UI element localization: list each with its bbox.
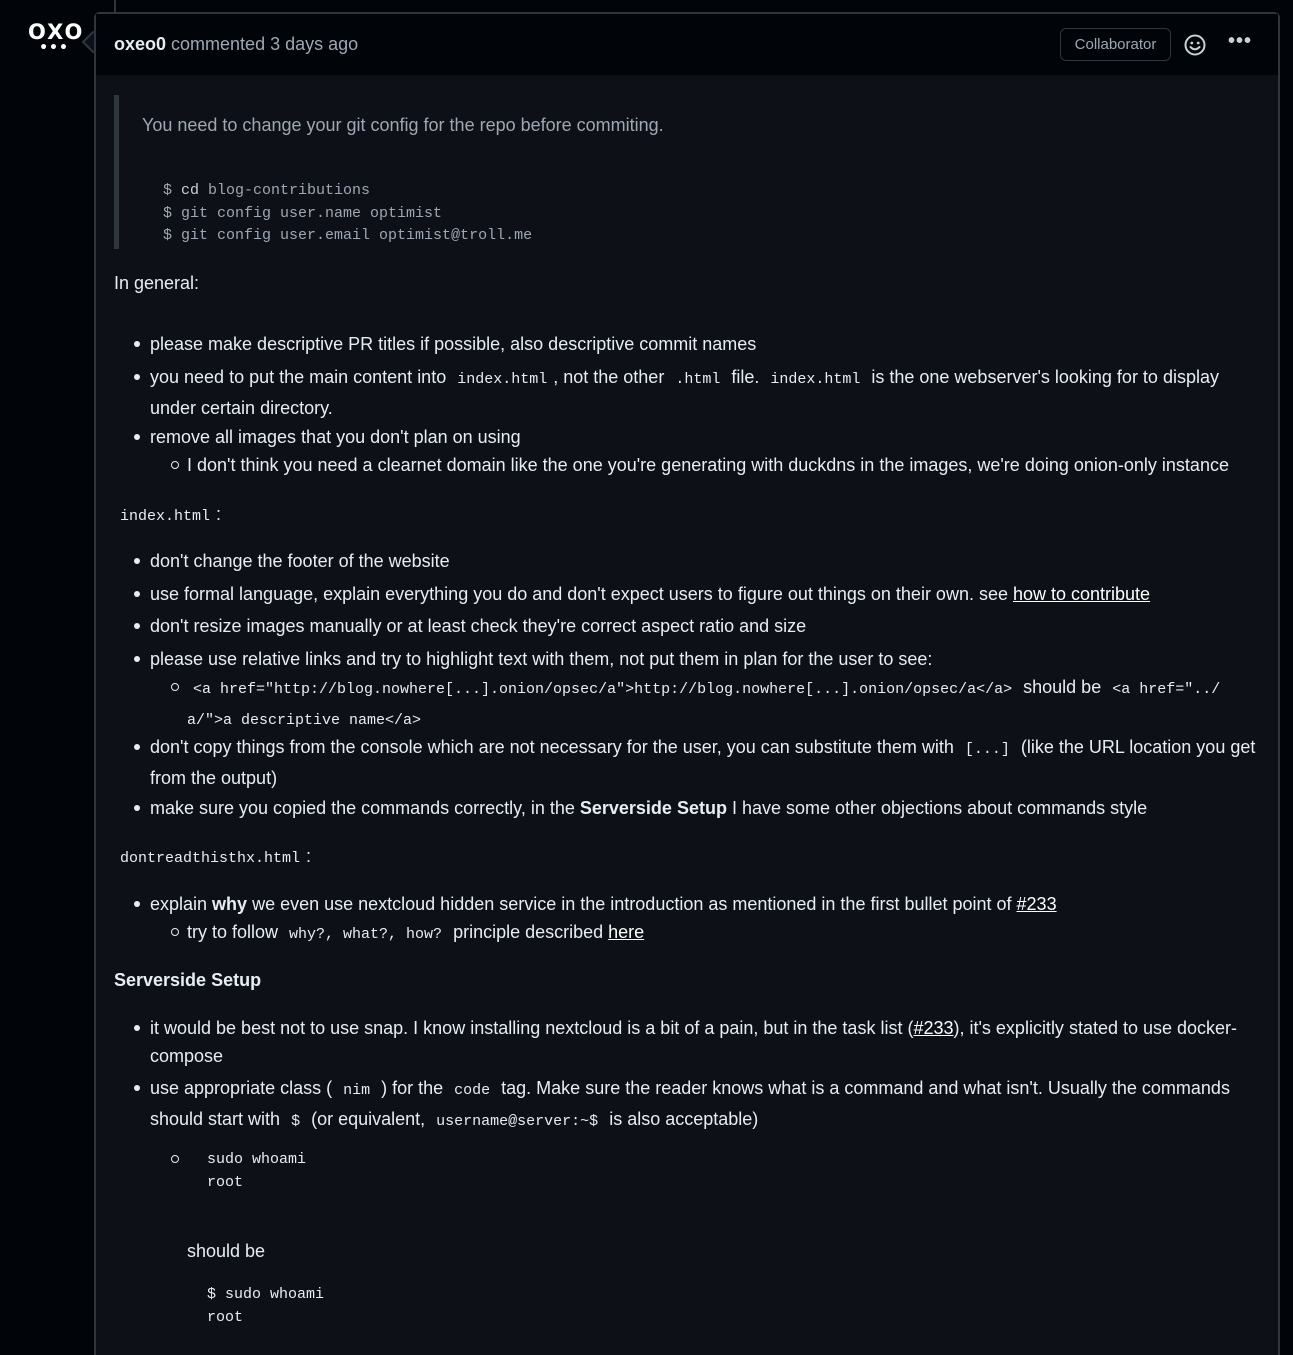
serverside-heading: Serverside Setup (114, 970, 262, 990)
bullet (134, 1025, 140, 1031)
list-item: make sure you copied the commands correctly, in the Serverside Setup I have some other objections about commands style (150, 798, 1148, 818)
list-item: use appropriate class ( nim ) for the code tag. Make sure the reader knows what is a command and what isn't. Usually the commands should start with $ (or equivalent, username@server:~$ is also acceptable) (150, 1078, 1230, 1130)
general-heading: In general: (114, 273, 200, 293)
avatar-text: OXO (28, 20, 85, 44)
issue-233-link[interactable]: #233 (913, 1018, 954, 1038)
inline-code: .html (675, 371, 721, 388)
collaborator-badge: Collaborator (1060, 28, 1171, 61)
bullet (134, 558, 140, 564)
quote-code-block: $ cd blog-contributions $ git config user.name optimist $ git config user.email optimist@troll.me (163, 182, 533, 244)
list-item: please use relative links and try to highlight text with them, not put them in plan for the user to see: (150, 649, 933, 669)
list-item: I don't think you need a clearnet domain like the one you're generating with duckdns in the images, we're doing onion-only instance (187, 455, 1229, 475)
should-be-text: should be (187, 1241, 266, 1261)
bullet (134, 623, 140, 629)
bullet (134, 341, 140, 347)
code-example-after: $ sudo whoami root (207, 1286, 325, 1326)
bullet (134, 805, 140, 811)
list-item: use formal language, explain everything you do and don't expect users to figure out things on their own. see how to contribute (150, 584, 1151, 604)
issue-233-link[interactable]: #233 (1016, 894, 1057, 914)
how-to-contribute-link[interactable]: how to contribute (1012, 584, 1151, 604)
comment-box (94, 12, 1280, 1355)
list-item: you need to put the main content into index.html , not the other .html file. index.html is the one webserver's looking for to display under certain directory. (150, 367, 1219, 418)
smiley-icon[interactable] (1182, 32, 1208, 58)
here-link[interactable]: here (608, 922, 645, 942)
inline-code: index.html (770, 371, 861, 388)
inline-code: index.html (457, 371, 548, 388)
comment-header (96, 14, 1278, 75)
author-link[interactable]: oxeo0 (114, 33, 167, 54)
dont-file-heading: dontreadthisthx.html : (120, 846, 312, 867)
bullet (134, 901, 140, 907)
list-item: please make descriptive PR titles if possible, also descriptive commit names (150, 334, 757, 354)
list-item: remove all images that you don't plan on using (150, 427, 521, 447)
bullet (134, 744, 140, 750)
quote-text: You need to change your git config for the repo before commiting. (142, 115, 664, 135)
list-item: try to follow why?, what?, how? principle described here (187, 922, 645, 943)
code-example-before: sudo whoami root (207, 1151, 307, 1191)
sub-bullet (171, 928, 179, 936)
list-item: don't resize images manually or at least check they're correct aspect ratio and size (150, 616, 807, 636)
timeline-line (114, 0, 116, 12)
comment-timestamp[interactable]: commented 3 days ago (171, 33, 359, 54)
sub-bullet (171, 461, 179, 469)
list-item: don't copy things from the console which are not necessary for the user, you can substitute them with [...] (like the URL location you get from the output) (150, 737, 1256, 788)
blockquote (114, 95, 1264, 249)
bullet (134, 434, 140, 440)
avatar-dots: ••• (39, 40, 69, 56)
sub-bullet (171, 1155, 179, 1163)
avatar[interactable] (28, 20, 85, 60)
bullet (134, 591, 140, 597)
list-item: explain why we even use nextcloud hidden service in the introduction as mentioned in the first bullet point of #233 (150, 894, 1057, 914)
more-options-button[interactable]: ••• (1227, 30, 1252, 52)
list-item: it would be best not to use snap. I know installing nextcloud is a bit of a pain, but in the task list (#233), it's explicitly stated to use docker- compose (150, 1018, 1238, 1066)
list-item: don't change the footer of the website (150, 551, 450, 571)
bullet (134, 1085, 140, 1091)
bullet (134, 374, 140, 380)
index-file-heading: index.html : (120, 504, 222, 525)
bullet (134, 656, 140, 662)
sub-bullet (171, 683, 179, 691)
list-item: <a href="http://blog.nowhere[...].onion/opsec/a">http://blog.nowhere[...].onion/opsec/a</a> should be <a href="../ a/">a descriptive name</a> (187, 677, 1221, 729)
